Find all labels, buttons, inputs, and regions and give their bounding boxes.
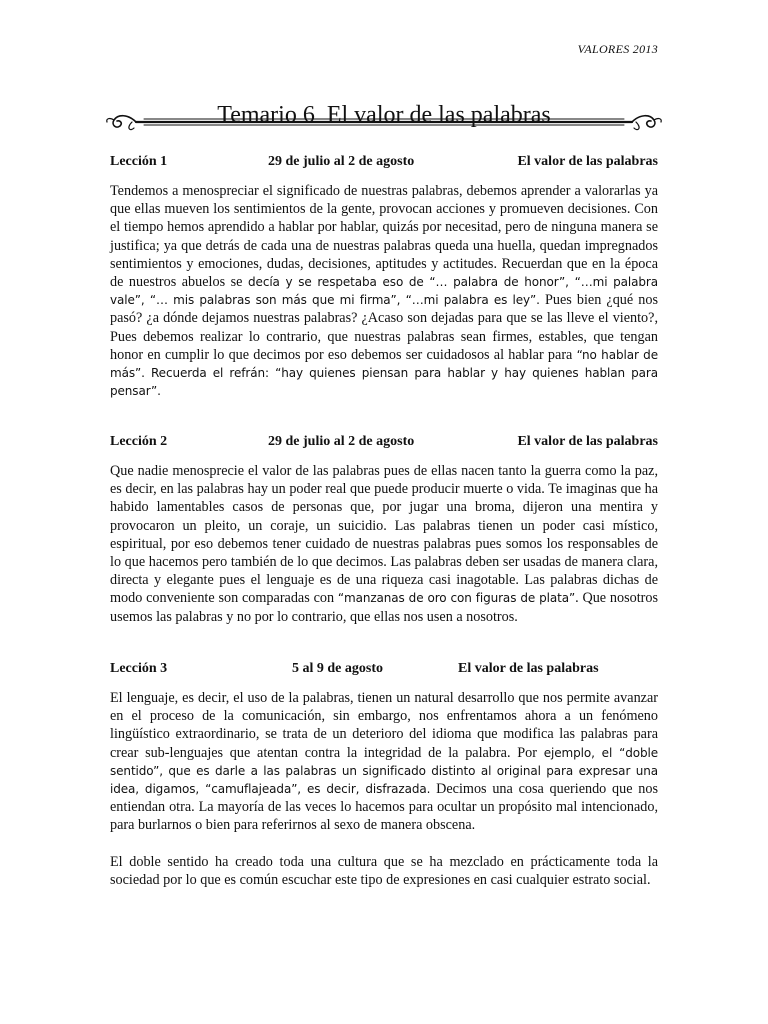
paragraph xyxy=(110,689,658,835)
lesson-header xyxy=(110,434,658,454)
lesson-3 xyxy=(110,661,658,889)
quoted-sayings: decía y se respetaba eso de “… palabra de honor”, “…mi palabra vale”, “… mis palabras son más que mi firma”, “…mi palabra es ley”. xyxy=(110,275,658,308)
text-run: Pues bien ¿qué nos pasó? ¿a dónde dejamos nuestras palabras? ¿Acaso son dejadas para que se las lleve el viento?, Pues debemos realizar lo contrario, que nuestras palabras sean firmes, estables, que tengan honor en cumplir lo que decimos por eso debemos ser cuidadosos al hablar para xyxy=(110,292,658,363)
quoted-example: ejemplo, el “doble sentido”, que es darle a las palabras un significado distinto al original para expresar una idea, digamos, “camuflajeada”, es decir, disfrazada. xyxy=(110,745,659,797)
lesson-label: Lección 2 xyxy=(110,434,168,449)
lesson-header xyxy=(110,154,658,174)
text-run: . Que nosotros usemos las palabras y no por lo contrario, que ellas nos usen a nosotros. xyxy=(110,590,658,625)
decorative-divider xyxy=(104,108,664,136)
lesson-topic: El valor de las palabras xyxy=(458,661,599,676)
lesson-body xyxy=(110,689,658,889)
paragraph xyxy=(110,462,658,626)
text-run: Tendemos a menospreciar el significado de nuestras palabras, debemos aprender a valorarlas ya que ellas mueven los sentimientos de la gente, provocan acciones y promueven decisiones. Con el tiempo hemos aprendido a hablar por hablar, quizás por necesitad, pero de ninguna manera se justifica; ya que detrás de cada una de nuestras palabras queda una huella, quedan impregnados sentimientos y emociones, dudas, decisiones, aptitudes y actitudes. Recuerdan que en la época de nuestros abuelos se xyxy=(110,183,658,291)
quoted-proverb: “no hablar de más”. Recuerda el refrán: “hay quienes piensan para hablar y hay quienes hablan para pensar”. xyxy=(110,347,658,399)
lesson-topic: El valor de las palabras xyxy=(517,154,658,169)
text-run: Que nadie menosprecie el valor de las palabras pues de ellas nacen tanto la guerra como la paz, es decir, en las palabras hay un poder real que puede producir muerte o vida. Te imaginas que ha habido lamentables casos de personas que, por jugar una broma, dijeron una mentira y provocaron un pleito, un coraje, un suicidio. Las palabras tienen un poder casi místico, espiritual, por eso debemos tener cuidado de nuestras palabras pues somos los responsables de lo que hacemos pero también de lo que decimos. Las palabras deben ser usadas de manera clara, directa y elegante pues el lenguaje es de una riqueza casi inagotable. Las palabras dichas de modo conveniente son comparadas con xyxy=(110,463,658,607)
quoted-phrase: “manzanas de oro con figuras de plata” xyxy=(337,591,576,606)
lesson-header xyxy=(110,661,658,681)
lesson-dates: 29 de julio al 2 de agosto xyxy=(268,434,415,449)
text-run: El lenguaje, es decir, el uso de la palabras, tienen un natural desarrollo que nos permite avanzar en el proceso de la comunicación, sin embargo, nos enfrentamos ahora a un fenómeno lingüístico extraordinario, se trata de un deterioro del idioma que modifica las palabras para crear sub-lenguajes que atentan contra la integridad de la palabra. Por xyxy=(110,690,658,761)
lesson-topic: El valor de las palabras xyxy=(517,434,658,449)
header-note: VALORES 2013 xyxy=(577,42,658,56)
lesson-1 xyxy=(110,154,658,400)
lesson-2 xyxy=(110,434,658,626)
lesson-body xyxy=(110,182,658,400)
text-run: Decimos una cosa queriendo que nos entiendan otra. La mayoría de las veces lo hacemos para ocultar un propósito mal intencionado, para burlarnos o bien para referirnos al sexo de manera obscena. xyxy=(110,781,658,834)
paragraph xyxy=(110,182,658,400)
lesson-dates: 29 de julio al 2 de agosto xyxy=(268,154,415,169)
paragraph xyxy=(110,853,658,889)
title-text: El valor de las palabras xyxy=(326,102,551,129)
lesson-body xyxy=(110,462,658,626)
lesson-label: Lección 1 xyxy=(110,154,168,169)
lesson-label: Lección 3 xyxy=(110,661,168,676)
text-run: El doble sentido ha creado toda una cultura que se ha mezclado en prácticamente toda la sociedad por lo que es común escuchar este tipo de expresiones en casi cualquier estrato social. xyxy=(110,853,658,888)
title-number: Temario 6 xyxy=(217,102,315,129)
lesson-dates: 5 al 9 de agosto xyxy=(292,661,383,676)
